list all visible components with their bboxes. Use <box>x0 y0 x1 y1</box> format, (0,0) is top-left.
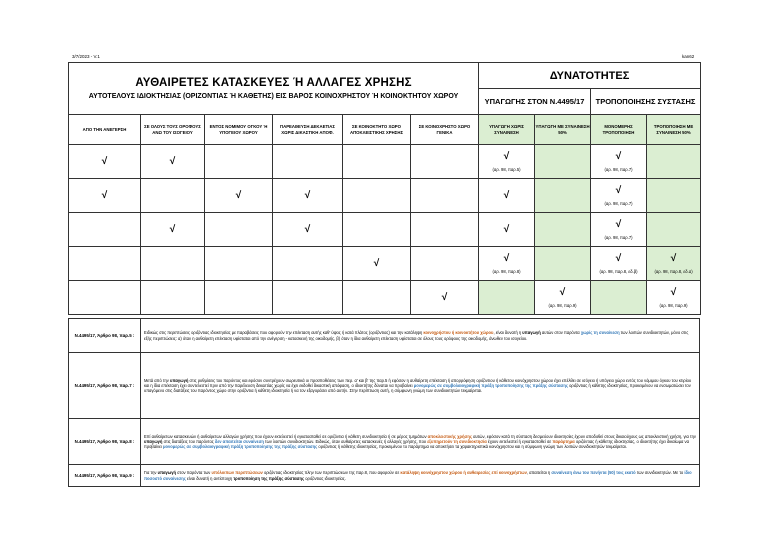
table-row <box>69 179 701 213</box>
check-mark: √ <box>373 257 380 269</box>
note-label: Ν.4495/17, Άρθρο 98, παρ.9 : <box>69 465 141 487</box>
check-mark: √ <box>670 253 677 264</box>
table-row <box>69 247 701 281</box>
note-row <box>69 419 700 465</box>
article-ref: (αρ. 98, παρ.7) <box>604 235 633 240</box>
col-header-6: ΣΕ ΚΟΙΝΟΧΡΗΣΤΟ ΧΩΡΟ ΓΕΝΙΚΑ <box>411 115 479 145</box>
article-ref: (αρ. 98, παρ.9) <box>659 303 688 308</box>
check-mark: √ <box>670 287 677 298</box>
left-title-cell <box>69 63 479 115</box>
note-row <box>69 353 700 419</box>
note-label: Ν.4495/17, Άρθρο 98, παρ.8 : <box>69 419 141 465</box>
table-row <box>69 213 701 247</box>
left-sub-title: ΑΥΤΟΤΕΛΟΥΣ ΙΔΙΟΚΤΗΣΙΑΣ (ΟΡΙΖΟΝΤΙΑΣ Ή ΚΑΘΕΤΗΣ) ΕΙΣ ΒΑΡΟΣ ΚΟΙΝΟΧΡΗΣΤΟΥ Ή ΚΟΙΝΟΚΤΗΤΟΥ ΧΩΡΟΥ <box>88 93 459 100</box>
col-header-8: ΥΠΑΓΩΓΗ ΜΕ ΣΥΝΑΙΝΕΣΗ 50% <box>535 115 591 145</box>
table-row <box>69 281 701 315</box>
check-mark: √ <box>304 189 311 201</box>
check-mark: √ <box>169 155 176 167</box>
check-mark: √ <box>559 287 566 298</box>
col-header-2: ΣΕ ΟΛΟΥΣ ΤΟΥΣ ΟΡΟΦΟΥΣ ΑΝΩ ΤΟΥ ΙΣΟΓΕΙΟΥ <box>141 115 205 145</box>
col-header-5: ΣΕ ΚΟΙΝΟΚΤΗΤΟ ΧΩΡΟ ΑΠΟΚΛΕΙΣΤΙΚΗΣ ΧΡΗΣΗΣ <box>343 115 411 145</box>
check-mark: √ <box>503 253 510 264</box>
article-ref: (αρ. 98, παρ.8) <box>492 269 521 274</box>
check-mark: √ <box>615 219 622 230</box>
check-mark: √ <box>304 223 311 235</box>
note-row <box>69 465 700 487</box>
article-ref: (αρ. 98, παρ.7) <box>604 201 633 206</box>
check-mark: √ <box>503 223 510 235</box>
note-text: Ειδικώς στις περιπτώσεις οριζόντιας ιδιοκτησίας με παραβάσεις που αφορούν την επέκταση αυτής καθ' ύψος ή κατά πλάτος (οριζόντιας) και την κατάληψη κοινοχρήστου ή κοινοκτήτου χώρου, είναι δυνατή η υπαγωγή αυτών στον παρόντα χωρίς τη συναίνεση των λοιπών συνιδιοκτητών, μόνο στις εξής περιπτώσεις: α) όταν η αυθαίρετη επέκταση υφίσταται από την ανέγερση - κατασκευή της οικοδομής, β) όταν η ίδια αυθαίρετη επέκταση υφίσταται σε όλους τους ορόφους της οικοδομής, άνωθεν του ισογείου. <box>141 319 700 353</box>
notes-table <box>68 318 700 487</box>
check-mark: √ <box>503 189 510 201</box>
check-mark: √ <box>503 151 510 162</box>
note-row <box>69 319 700 353</box>
article-ref: (αρ. 98, παρ.9) <box>548 303 577 308</box>
main-table <box>68 62 701 315</box>
note-text: Επί αυθαίρετων κατασκευών ή αυθαίρετων αλλαγών χρήσης που έχουν εκτελεστεί ή εγκατασταθεί σε οριζόντια ή κάθετη συνιδιοκτησία ή σε μέρος τμημάτων αποκλειστικής χρήσης αυτών, εφόσον κατά τη σύσταση δεσμεύουν ιδιοκτησίες έχουν αποδοθεί στους δικαιούχους ως αποκλειστική χρήση, για την υπαγωγή στις διατάξεις του παρόντος δεν απαιτείται συναίνεση των λοιπών συνιδιοκτητών. Ειδικώς, όταν αυθαίρετες κατασκευές ή αλλαγές χρήσης, που εξυπηρετούν τη συνιδιοκτησία έχουν εκτελεστεί ή εγκατασταθεί σε παράρτημα οριζόντιας ή κάθετης ιδιοκτησίας, ο ιδιοκτήτης έχει δικαίωμα να προβαίνει μονομερώς σε συμβολαιογραφική πράξη τροποποίησης της πράξης σύστασης οριζόντιας ή κάθετης ιδιοκτησίας, προκειμένου το παράρτημα να αποκτήσει τα χαρακτηριστικά κοινόχρηστου και η σύμφωνη γνώμη των λοιπών συνιδιοκτητών τεκμαίρεται. <box>141 419 700 465</box>
note-text: Μετά από την υπαγωγή στις ρυθμίσεις του παρόντος και εφόσον συντρέχουν σωρευτικά οι προϋποθέσεις των περ. α' και β' της παρ.5 ή εφόσον η αυθαίρετη επέκταση ή απορρόφηση οριζόντιου ή κάθετου κοινόχρηστου χώρου έχει επέλθει σε ισόγειο ή υπόγειο χώρο εντός του νόμιμου όγκου του κτιρίου και η ίδια επέκταση έχει συντελεστεί πριν από την παρέλευση δεκαετίας χωρίς να έχει εκδοθεί δικαστική απόφαση, ο ιδιοκτήτης δύναται να προβαίνει μονομερώς σε συμβολαιογραφική πράξη τροποποίησης της πράξης σύστασης οριζόντιας ή κάθετης ιδιοκτησίας, προκειμένου να ενσωματώσει τον υπαγόμενο στις διατάξεις του παρόντος χώρο στην οριζόντια ή κάθετη ιδιοκτησία ή να τον εξαγοράσει από αυτήν. Στην περίπτωση αυτή, η σύμφωνη γνώμη των συνιδιοκτητών τεκμαίρεται. <box>141 353 700 419</box>
note-text: Για την υπαγωγή στον παρόντα των υπόλοιπων περιπτώσεων οριζόντιας ιδιοκτησίας πλην των περιπτώσεων της παρ.8, που αφορούν σε κατάληψη κοινόχρηστου χώρου ή αυθαιρεσίες επί κοινοχρήστων, απαιτείται η συναίνεση άνω του πενήντα (50) τοις εκατό των συνιδιοκτητών. Με το ίδιο ποσοστό συναίνεσης είναι δυνατή η αντίστοιχη τροποποίηση της πράξης σύστασης οριζόντιας ιδιοκτησίας. <box>141 465 700 487</box>
date-version: 3/7/2023 - V.1 <box>72 54 100 59</box>
check-mark: √ <box>615 253 622 264</box>
group-amendment-header: ΤΡΟΠΟΠΟΙΗΣΗΣ ΣΥΣΤΑΣΗΣ <box>591 89 701 115</box>
left-main-title: ΑΥΘΑΙΡΕΤΕΣ ΚΑΤΑΣΚΕΥΕΣ Ή ΑΛΛΑΓΕΣ ΧΡΗΣΗΣ <box>135 77 412 89</box>
article-ref: (αρ. 98, παρ.8, εδ.β) <box>599 269 638 274</box>
table-row <box>69 145 701 179</box>
check-mark: √ <box>235 189 242 201</box>
article-ref: (αρ. 98, παρ.8, εδ.α) <box>654 269 693 274</box>
col-header-10: ΤΡΟΠΟΠΟΙΗΣΗ ΜΕ ΣΥΝΑΙΝΕΣΗ 50% <box>647 115 701 145</box>
col-header-3: ΕΝΤΟΣ ΝΟΜΙΜΟΥ ΟΓΚΟΥ Ή ΥΠΟΓΕΙΟΥ ΧΩΡΟΥ <box>205 115 273 145</box>
article-ref: (αρ. 98, παρ.5) <box>492 167 521 172</box>
right-main-title: ΔΥΝΑΤΟΤΗΤΕΣ <box>479 63 701 89</box>
article-ref: (αρ. 98, παρ.7) <box>604 167 633 172</box>
check-mark: √ <box>169 223 176 235</box>
document-code: kan62 <box>682 54 695 59</box>
check-mark: √ <box>615 185 622 196</box>
check-mark: √ <box>101 155 108 167</box>
check-mark: √ <box>441 291 448 303</box>
col-header-7: ΥΠΑΓΩΓΗ ΧΩΡΙΣ ΣΥΝΑΙΝΕΣΗ <box>479 115 535 145</box>
col-header-1: ΑΠΟ ΤΗΝ ΑΝΕΓΕΡΣΗ <box>69 115 141 145</box>
group-inclusion-header: ΥΠΑΓΩΓΗΣ ΣΤΟΝ Ν.4495/17 <box>479 89 591 115</box>
note-label: Ν.4495/17, Άρθρο 98, παρ.5 : <box>69 319 141 353</box>
note-label: Ν.4495/17, Άρθρο 98, παρ.7 : <box>69 353 141 419</box>
col-header-4: ΠΑΡΕΛΘΕΥΣΗ ΔΕΚΑΕΤΙΑΣ ΧΩΡΙΣ ΔΙΚΑΣΤΙΚΗ ΑΠΟΦ. <box>273 115 343 145</box>
check-mark: √ <box>615 151 622 162</box>
check-mark: √ <box>101 189 108 201</box>
col-header-9: ΜΟΝΟΜΕΡΗΣ ΤΡΟΠΟΠΟΙΗΣΗ <box>591 115 647 145</box>
